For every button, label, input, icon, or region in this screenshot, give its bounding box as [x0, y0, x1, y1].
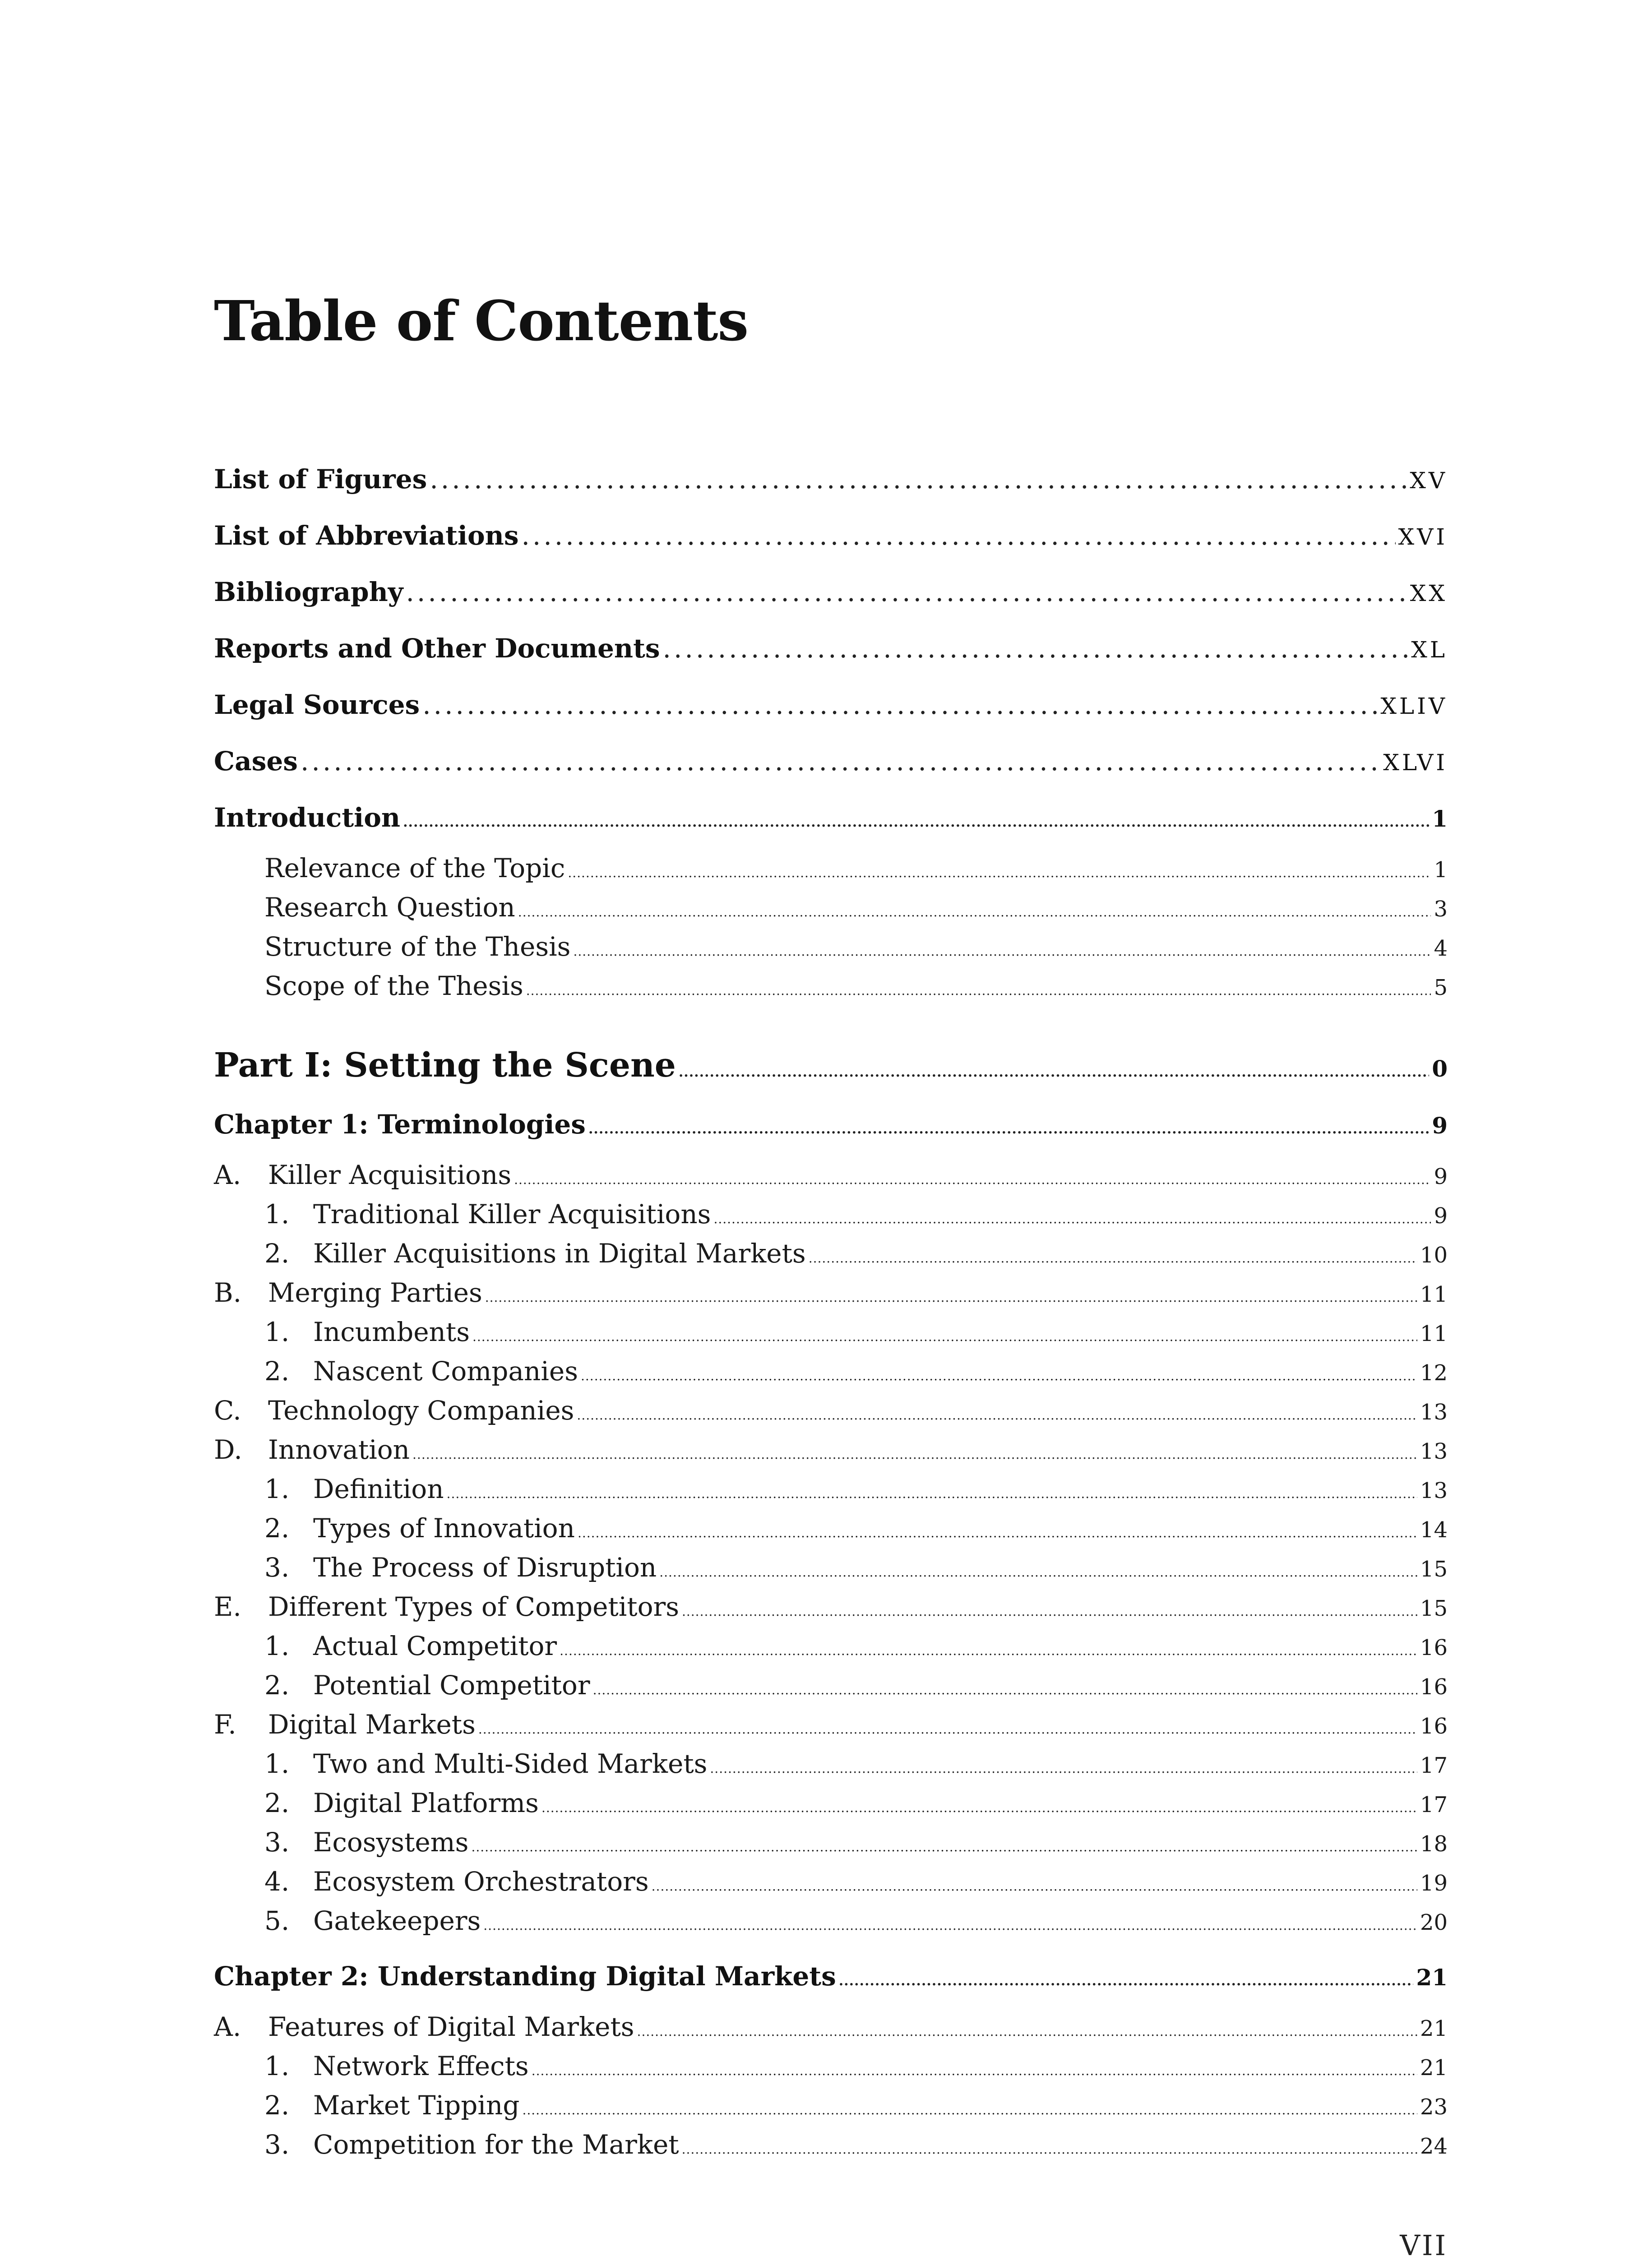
toc-entry-subsection[interactable] — [214, 1827, 1448, 1858]
toc-entry-subsection[interactable] — [214, 1631, 1448, 1661]
dot-leader — [568, 865, 1431, 880]
dot-leader — [301, 746, 1380, 777]
dot-leader — [485, 1290, 1417, 1305]
toc-entry-label: Killer Acquisitions — [268, 1160, 512, 1190]
toc-entry-label: Ecosystem Orchestrators — [313, 1866, 649, 1897]
dot-leader — [637, 2024, 1417, 2039]
toc-entry-number: 3. — [264, 2129, 290, 2160]
dot-leader — [526, 983, 1431, 998]
dot-leader — [478, 1722, 1417, 1737]
toc-entry-subsection[interactable] — [214, 1866, 1448, 1897]
toc-entry-label: Market Tipping — [313, 2090, 520, 2121]
toc-entry-number: 1. — [264, 1199, 290, 1230]
toc-entry-number: D. — [214, 1434, 242, 1465]
toc-entry-subsection[interactable] — [214, 1474, 1448, 1504]
toc-entry-label: Relevance of the Topic — [264, 853, 565, 883]
toc-entry-number: E. — [214, 1591, 241, 1622]
toc-entry-subsection[interactable] — [214, 2090, 1448, 2121]
dot-leader — [406, 577, 1407, 607]
toc-entry-subsection[interactable] — [214, 1788, 1448, 1818]
toc-entry-page: 1 — [1432, 805, 1448, 832]
toc-entry-number: 5. — [264, 1905, 290, 1936]
toc-entry-section[interactable] — [214, 1160, 1448, 1190]
toc-entry-number: 1. — [264, 1474, 290, 1504]
toc-entry-page: 9 — [1434, 1203, 1448, 1229]
toc-entry-number: 1. — [264, 2051, 290, 2081]
toc-entry-subsection[interactable] — [214, 1748, 1448, 1779]
toc-entry-page: 10 — [1420, 1243, 1448, 1268]
dot-leader — [532, 2063, 1417, 2078]
dot-leader — [471, 1840, 1417, 1854]
dot-leader — [839, 1973, 1414, 1989]
toc-entry-number: 1. — [264, 1631, 290, 1661]
dot-leader — [522, 520, 1396, 551]
toc-entry-label: Innovation — [268, 1434, 410, 1465]
toc-entry-section[interactable] — [214, 2011, 1448, 2042]
dot-leader — [541, 1800, 1417, 1815]
toc-entry-page: 11 — [1420, 1321, 1448, 1346]
toc-entry-number: 1. — [264, 1317, 290, 1347]
toc-entry-section[interactable] — [214, 1395, 1448, 1426]
dot-leader — [560, 1643, 1417, 1658]
toc-entry-number: 3. — [264, 1827, 290, 1858]
toc-entry-label: Digital Markets — [268, 1709, 476, 1740]
toc-entry-page: 5 — [1434, 975, 1448, 1000]
toc-entry-subsection[interactable] — [214, 1670, 1448, 1701]
toc-entry-number: 2. — [264, 1788, 290, 1818]
toc-entry-label: Part I: Setting the Scene — [214, 1046, 676, 1085]
toc-entry-structure[interactable] — [214, 931, 1448, 962]
toc-entry-number: C. — [214, 1395, 241, 1426]
toc-entry-part-1[interactable] — [214, 1046, 1448, 1085]
toc-entry-list-of-abbreviations[interactable] — [214, 520, 1448, 551]
toc-entry-page: XV — [1410, 467, 1448, 494]
toc-entry-page: 15 — [1420, 1596, 1448, 1621]
toc-entry-label: Research Question — [264, 892, 515, 923]
toc-entry-subsection[interactable] — [214, 1552, 1448, 1583]
dot-leader — [682, 1604, 1417, 1619]
toc-entry-page: 13 — [1420, 1478, 1448, 1503]
toc-entry-label: Nascent Companies — [313, 1356, 578, 1387]
toc-entry-label: Technology Companies — [268, 1395, 574, 1426]
dot-leader — [518, 905, 1431, 920]
toc-entry-label: Two and Multi-Sided Markets — [313, 1748, 708, 1779]
toc-entry-chapter-1[interactable] — [214, 1109, 1448, 1140]
dot-leader — [713, 1211, 1431, 1226]
toc-entry-label: Legal Sources — [214, 689, 420, 720]
toc-entry-research-question[interactable] — [214, 892, 1448, 923]
toc-entry-page: 13 — [1420, 1439, 1448, 1464]
toc-entry-label: Reports and Other Documents — [214, 633, 660, 664]
dot-leader — [809, 1251, 1417, 1266]
dot-leader — [581, 1368, 1417, 1383]
toc-entry-scope[interactable] — [214, 971, 1448, 1001]
dot-leader — [663, 633, 1409, 664]
page-title: Table of Contents — [214, 288, 749, 353]
toc-entry-section[interactable] — [214, 1709, 1448, 1740]
toc-entry-page: 21 — [1420, 2016, 1448, 2041]
toc-entry-page: XX — [1410, 580, 1448, 606]
toc-entry-section[interactable] — [214, 1277, 1448, 1308]
dot-leader — [422, 689, 1378, 720]
toc-entry-subsection[interactable] — [214, 1513, 1448, 1544]
page-number: VII — [1400, 2229, 1448, 2256]
toc-entry-label: Scope of the Thesis — [264, 971, 523, 1001]
toc-entry-label: Incumbents — [313, 1317, 470, 1347]
toc-entry-page: 0 — [1432, 1055, 1448, 1082]
toc-entry-subsection[interactable] — [214, 1199, 1448, 1230]
toc-entry-page: 9 — [1434, 1164, 1448, 1189]
dot-leader — [710, 1761, 1417, 1776]
toc-entry-label: Killer Acquisitions in Digital Markets — [313, 1238, 806, 1269]
toc-entry-number: F. — [214, 1709, 236, 1740]
toc-entry-subsection[interactable] — [214, 1356, 1448, 1387]
toc-entry-label: Types of Innovation — [313, 1513, 575, 1544]
toc-entry-subsection[interactable] — [214, 2129, 1448, 2160]
toc-entry-label: Potential Competitor — [313, 1670, 590, 1701]
toc-entry-number: 2. — [264, 1670, 290, 1701]
toc-entry-page: 23 — [1420, 2094, 1448, 2120]
toc-entry-reports[interactable] — [214, 633, 1448, 664]
dot-leader — [447, 1486, 1417, 1501]
dot-leader — [578, 1526, 1417, 1540]
toc-entry-label: Features of Digital Markets — [268, 2011, 634, 2042]
toc-entry-subsection[interactable] — [214, 1905, 1448, 1936]
dot-leader — [679, 1064, 1429, 1080]
toc-entry-page: 21 — [1416, 1964, 1448, 1991]
dot-leader — [588, 1121, 1429, 1137]
toc-entry-page: 9 — [1432, 1112, 1448, 1139]
toc-entry-page: 20 — [1420, 1910, 1448, 1935]
toc-entry-label: Bibliography — [214, 577, 403, 607]
toc-entry-number: 3. — [264, 1552, 290, 1583]
toc-entry-page: 16 — [1420, 1635, 1448, 1660]
toc-entry-number: 2. — [264, 1356, 290, 1387]
toc-entry-page: 21 — [1420, 2055, 1448, 2080]
toc-entry-page: 18 — [1420, 1831, 1448, 1857]
toc-entry-page: XLVI — [1383, 749, 1448, 776]
toc-entry-chapter-2[interactable] — [214, 1961, 1448, 1992]
toc-entry-label: Introduction — [214, 802, 401, 833]
toc-entry-label: List of Abbreviations — [214, 520, 519, 551]
toc-entry-number: B. — [214, 1277, 242, 1308]
dot-leader — [659, 1565, 1417, 1580]
dot-leader — [682, 2142, 1417, 2157]
toc-entry-label: Chapter 1: Terminologies — [214, 1109, 586, 1140]
toc-entry-number: 4. — [264, 1866, 290, 1897]
toc-entry-page: 16 — [1420, 1674, 1448, 1700]
toc-entry-cases[interactable] — [214, 746, 1448, 777]
toc-entry-page: XVI — [1398, 524, 1448, 550]
toc-entry-label: Competition for the Market — [313, 2129, 679, 2160]
toc-entry-page: 15 — [1420, 1557, 1448, 1582]
toc-entry-label: Different Types of Competitors — [268, 1591, 679, 1622]
toc-entry-page: 24 — [1420, 2134, 1448, 2159]
toc-entry-page: XL — [1411, 637, 1448, 663]
dot-leader — [472, 1329, 1417, 1344]
toc-entry-label: Definition — [313, 1474, 444, 1504]
toc-entry-relevance[interactable] — [214, 853, 1448, 883]
dot-leader — [483, 1918, 1417, 1933]
dot-leader — [514, 1172, 1431, 1187]
toc-entry-number: A. — [214, 2011, 241, 2042]
toc-entry-label: Chapter 2: Understanding Digital Markets — [214, 1961, 836, 1992]
toc-entry-page: 19 — [1420, 1871, 1448, 1896]
toc-entry-bibliography[interactable] — [214, 577, 1448, 607]
dot-leader — [522, 2103, 1417, 2117]
dot-leader — [430, 464, 1407, 495]
toc-entry-page: 1 — [1434, 857, 1448, 883]
toc-entry-label: Merging Parties — [268, 1277, 482, 1308]
dot-leader — [403, 814, 1429, 830]
dot-leader — [593, 1683, 1417, 1697]
toc-entry-number: 2. — [264, 2090, 290, 2121]
toc-entry-label: Gatekeepers — [313, 1905, 481, 1936]
toc-entry-number: 2. — [264, 1238, 290, 1269]
toc-entry-page: 16 — [1420, 1714, 1448, 1739]
toc-entry-page: 17 — [1420, 1753, 1448, 1778]
toc-entry-page: 4 — [1434, 936, 1448, 961]
toc-entry-subsection[interactable] — [214, 1317, 1448, 1347]
toc-entry-subsection[interactable] — [214, 2051, 1448, 2081]
toc-entry-label: Actual Competitor — [313, 1631, 557, 1661]
toc-entry-label: Network Effects — [313, 2051, 529, 2081]
toc-entry-label: Ecosystems — [313, 1827, 469, 1858]
toc-entry-section[interactable] — [214, 1434, 1448, 1465]
toc-entry-section[interactable] — [214, 1591, 1448, 1622]
dot-leader — [573, 944, 1431, 959]
toc-entry-page: XLIV — [1380, 693, 1448, 719]
toc-entry-page: 17 — [1420, 1792, 1448, 1817]
toc-entry-number: 2. — [264, 1513, 290, 1544]
dot-leader — [412, 1447, 1417, 1462]
toc-entry-label: The Process of Disruption — [313, 1552, 657, 1583]
toc-entry-legal-sources[interactable] — [214, 689, 1448, 720]
toc-entry-page: 11 — [1420, 1282, 1448, 1307]
toc-entry-page: 13 — [1420, 1400, 1448, 1425]
toc-entry-label: Traditional Killer Acquisitions — [313, 1199, 711, 1230]
toc-entry-list-of-figures[interactable] — [214, 464, 1448, 495]
toc-entry-number: A. — [214, 1160, 241, 1190]
toc-entry-label: List of Figures — [214, 464, 427, 495]
toc-entry-number: 1. — [264, 1748, 290, 1779]
toc-entry-label: Cases — [214, 746, 298, 777]
dot-leader — [652, 1879, 1417, 1894]
toc-entry-subsection[interactable] — [214, 1238, 1448, 1269]
toc-entry-page: 14 — [1420, 1517, 1448, 1543]
toc-entry-label: Digital Platforms — [313, 1788, 539, 1818]
toc-entry-label: Structure of the Thesis — [264, 931, 571, 962]
dot-leader — [577, 1408, 1417, 1423]
toc-entry-page: 3 — [1434, 897, 1448, 922]
toc-entry-page: 12 — [1420, 1360, 1448, 1386]
toc-entry-introduction[interactable] — [214, 802, 1448, 833]
